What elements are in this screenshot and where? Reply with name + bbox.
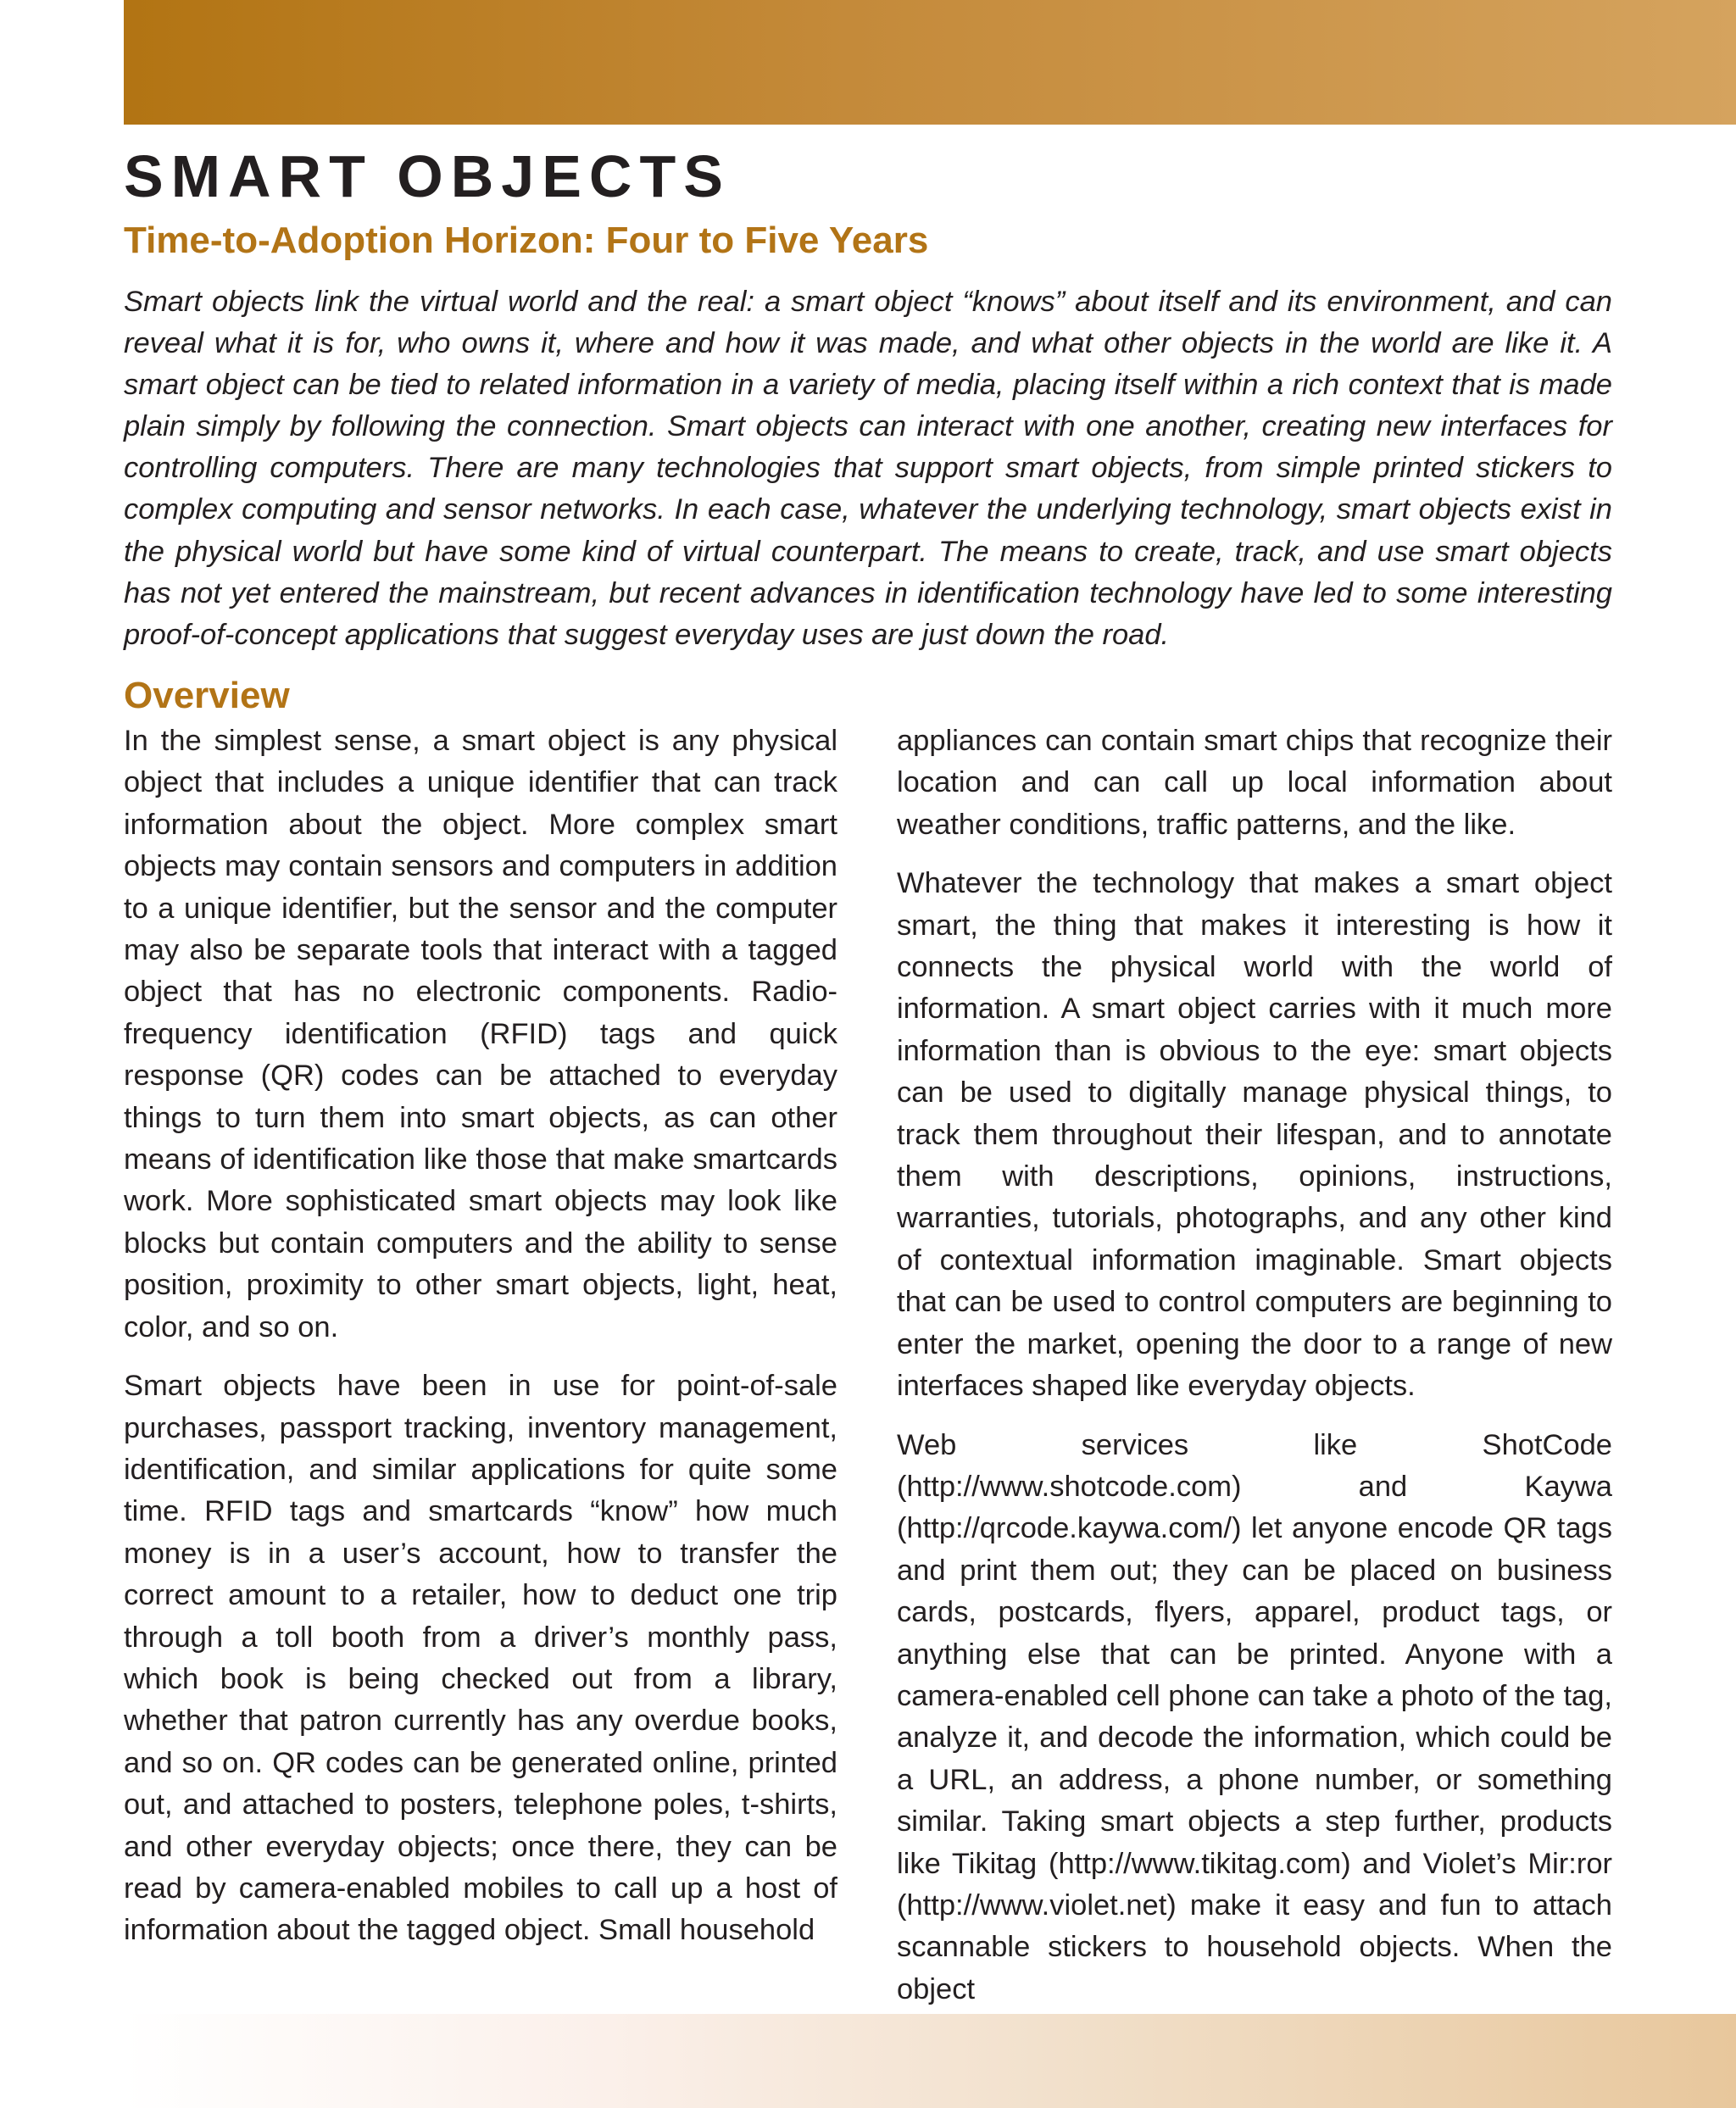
page-title: SMART OBJECTS	[124, 143, 731, 209]
body-paragraph: appliances can contain smart chips that recognize their location and can call up local information about weather conditions, traffic patterns, and the like.	[897, 725, 1612, 841]
body-paragraph: Whatever the technology that makes a smart object smart, the thing that makes it interesting is how it connects the physical world with the world of information. A smart object carries with it much more information than is obvious to the eye: smart objects can be used to digitally manage physical things, to track them throughout their lifespan, and to annotate them with descriptions, opinions, instructions, warranties, tutorials, photographs, and any other kind of contextual information imaginable. Smart objects that can be used to control computers are beginning to enter the market, opening the door to a range of new interfaces shaped like everyday objects.	[897, 867, 1612, 1403]
body-paragraph: Web services like ShotCode (http://www.shotcode.com) and Kaywa (http://qrcode.kaywa.com/) let anyone encode QR tags and print them out; they can be placed on business cards, postcards, flyers, apparel, product tags, or anything else that can be printed. Anyone with a camera-enabled cell phone can take a photo of the tag, analyze it, and decode the information, which could be a URL, an address, a phone number, or something similar. Taking smart objects a step further, products like Tikitag (http://www.tikitag.com) and Violet’s Mir:ror (http://www.violet.net) make it easy and fun to attach scannable stickers to household objects. When the object	[897, 1428, 1612, 2005]
left-column	[124, 720, 837, 1969]
overview-heading: Overview	[124, 675, 290, 716]
body-paragraph: Smart objects have been in use for point-of-sale purchases, passport tracking, inventory management, identification, and similar applications for quite some time. RFID tags and smartcards “know” how much money is in a user’s account, how to transfer the correct amount to a retailer, how to deduct one trip through a toll booth from a driver’s monthly pass, which book is being checked out from a library, whether that patron currently has any overdue books, and so on. QR codes can be generated online, printed out, and attached to posters, telephone poles, t-shirts, and other everyday objects; once there, they can be read by camera-enabled mobiles to call up a host of information about the tagged object. Small household	[124, 1370, 837, 1947]
adoption-horizon-subtitle: Time-to-Adoption Horizon: Four to Five Years	[124, 220, 929, 261]
top-banner	[124, 0, 1736, 125]
right-column	[897, 720, 1612, 2027]
intro-paragraph: Smart objects link the virtual world and the real: a smart object “knows” about itself and its environment, and can reveal what it is for, who owns it, where and how it was made, and what other objects in the world are like it. A smart object can be tied to related information in a variety of media, placing itself within a rich context that is made plain simply by following the connection. Smart objects can interact with one another, creating new interfaces for controlling computers. There are many technologies that support smart objects, from simple printed stickers to complex computing and sensor networks. In each case, whatever the underlying technology, smart objects exist in the physical world but have some kind of virtual counterpart. The means to create, track, and use smart objects has not yet entered the mainstream, but recent advances in identification technology have led to some interesting proof-of-concept applications that suggest everyday uses are just down the road.	[124, 286, 1612, 651]
body-paragraph: In the simplest sense, a smart object is any physical object that includes a unique identifier that can track information about the object. More complex smart objects may contain sensors and computers in addition to a unique identifier, but the sensor and the computer may also be separate tools that interact with a tagged object that has no electronic components. Radio-frequency identification (RFID) tags and quick response (QR) codes can be attached to everyday things to turn them into smart objects, as can other means of identification like those that make smartcards work. More sophisticated smart objects may look like blocks but contain computers and the ability to sense position, proximity to other smart objects, light, heat, color, and so on.	[124, 725, 837, 1343]
bottom-band	[124, 2014, 1736, 2108]
